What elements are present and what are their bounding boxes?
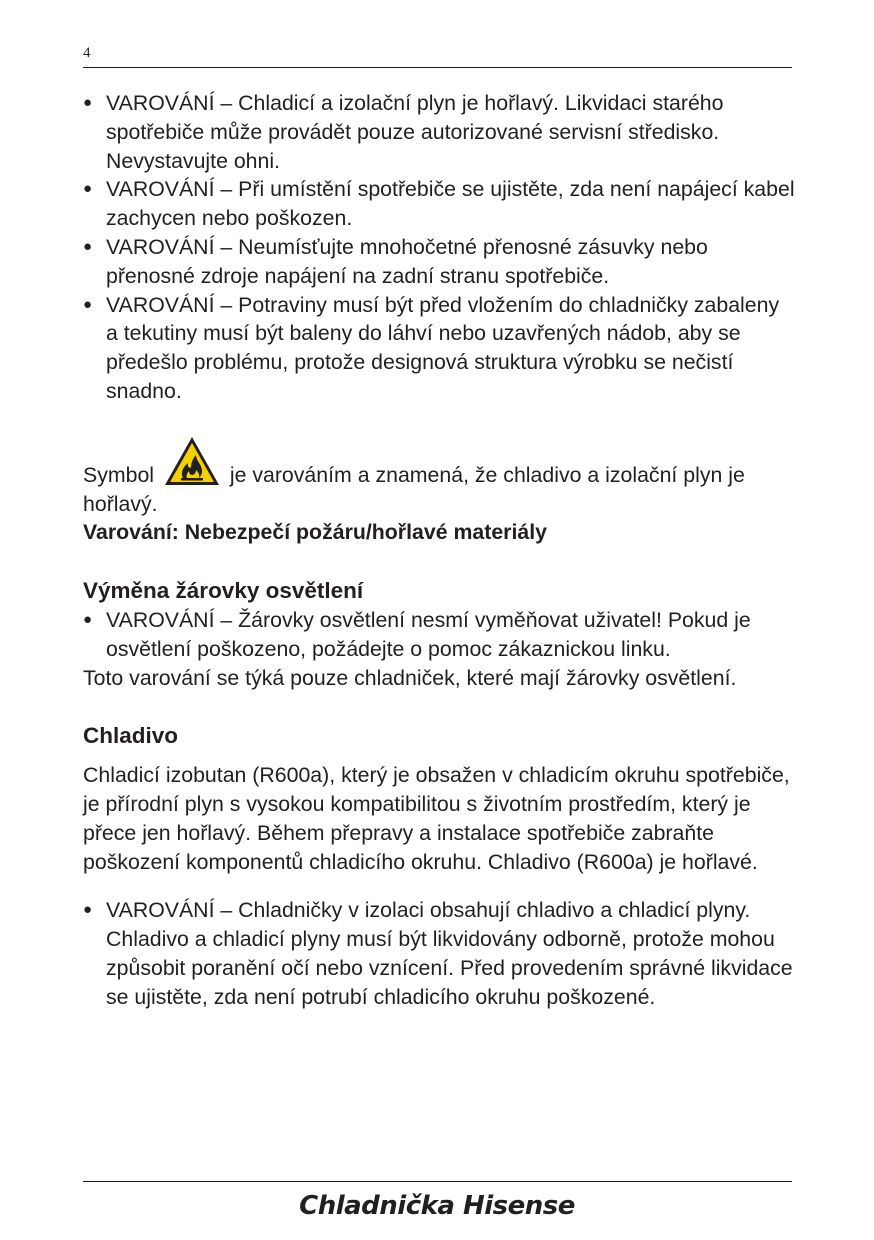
bulb-warnings-list (83, 606, 795, 664)
footer-rule (83, 1181, 792, 1182)
warning-text: VAROVÁNÍ – Potraviny musí být před vložením do chladničky zabaleny a tekutiny musí být baleny do láhví nebo uzavřených nádob, aby se předešlo problému, protože designová struktura výrobku se nečistí snadno. (106, 292, 780, 403)
warning-text: VAROVÁNÍ – Chladničky v izolaci obsahují chladivo a chladicí plyny. Chladivo a chladicí plyny musí být likvidovány odborně, protože mohou způsobit poranění očí nebo vznícení. Před provedením správné likvidace se ujistěte, zda není potrubí chladicího okruhu poškozené. (106, 898, 793, 1009)
flammable-warning-icon (162, 434, 222, 488)
header-rule (83, 67, 792, 68)
symbol-explanation (83, 434, 795, 519)
page-content (83, 89, 795, 1012)
list-item (83, 896, 795, 1011)
list-item (83, 89, 795, 175)
list-item (83, 291, 795, 406)
bullet-icon: ● (83, 180, 93, 198)
list-item (83, 175, 795, 233)
warning-text: VAROVÁNÍ – Při umístění spotřebiče se ujistěte, zda není napájecí kabel zachycen nebo poškozen. (106, 177, 795, 231)
top-warnings-list (83, 89, 795, 406)
page-number: 4 (83, 45, 91, 61)
refrigerant-warnings-list (83, 896, 795, 1011)
refrigerant-paragraph: Chladicí izobutan (R600a), který je obsažen v chladicím okruhu spotřebiče, je přírodní plyn s vysokou kompatibilitou s životním prostředím, který je přece jen hořlavý. Během přepravy a instalace spotřebiče zabraňte poškození komponentů chladicího okruhu. Chladivo (R600a) je hořlavé. (83, 763, 790, 874)
symbol-label: Symbol (83, 462, 155, 487)
list-item (83, 233, 795, 291)
symbol-meaning: je varováním a znamená, že chladivo a izolační plyn je hořlavý. (83, 462, 745, 516)
bullet-icon: ● (83, 610, 93, 628)
bulb-note: Toto varování se týká pouze chladniček, které mají žárovky osvětlení. (83, 665, 737, 690)
bulb-section-heading: Výměna žárovky osvětlení (83, 578, 364, 604)
bullet-icon: ● (83, 94, 93, 111)
refrigerant-section-heading: Chladivo (83, 723, 179, 749)
fire-hazard-warning: Varování: Nebezpečí požáru/hořlavé materiály (83, 520, 547, 545)
bullet-icon: ● (83, 295, 93, 313)
bullet-icon: ● (83, 237, 93, 255)
footer-title: Chladnička Hisense (299, 1191, 575, 1221)
warning-text: VAROVÁNÍ – Chladicí a izolační plyn je hořlavý. Likvidaci starého spotřebiče může provádět pouze autorizované servisní středisko. Nevystavujte ohni. (106, 91, 724, 173)
bullet-icon: ● (83, 901, 93, 919)
warning-text: VAROVÁNÍ – Neumísťujte mnohočetné přenosné zásuvky nebo přenosné zdroje napájení na zadní stranu spotřebiče. (106, 234, 708, 288)
list-item (83, 606, 795, 664)
warning-text: VAROVÁNÍ – Žárovky osvětlení nesmí vyměňovat uživatel! Pokud je osvětlení poškozeno, požádejte o pomoc zákaznickou linku. (106, 607, 751, 661)
